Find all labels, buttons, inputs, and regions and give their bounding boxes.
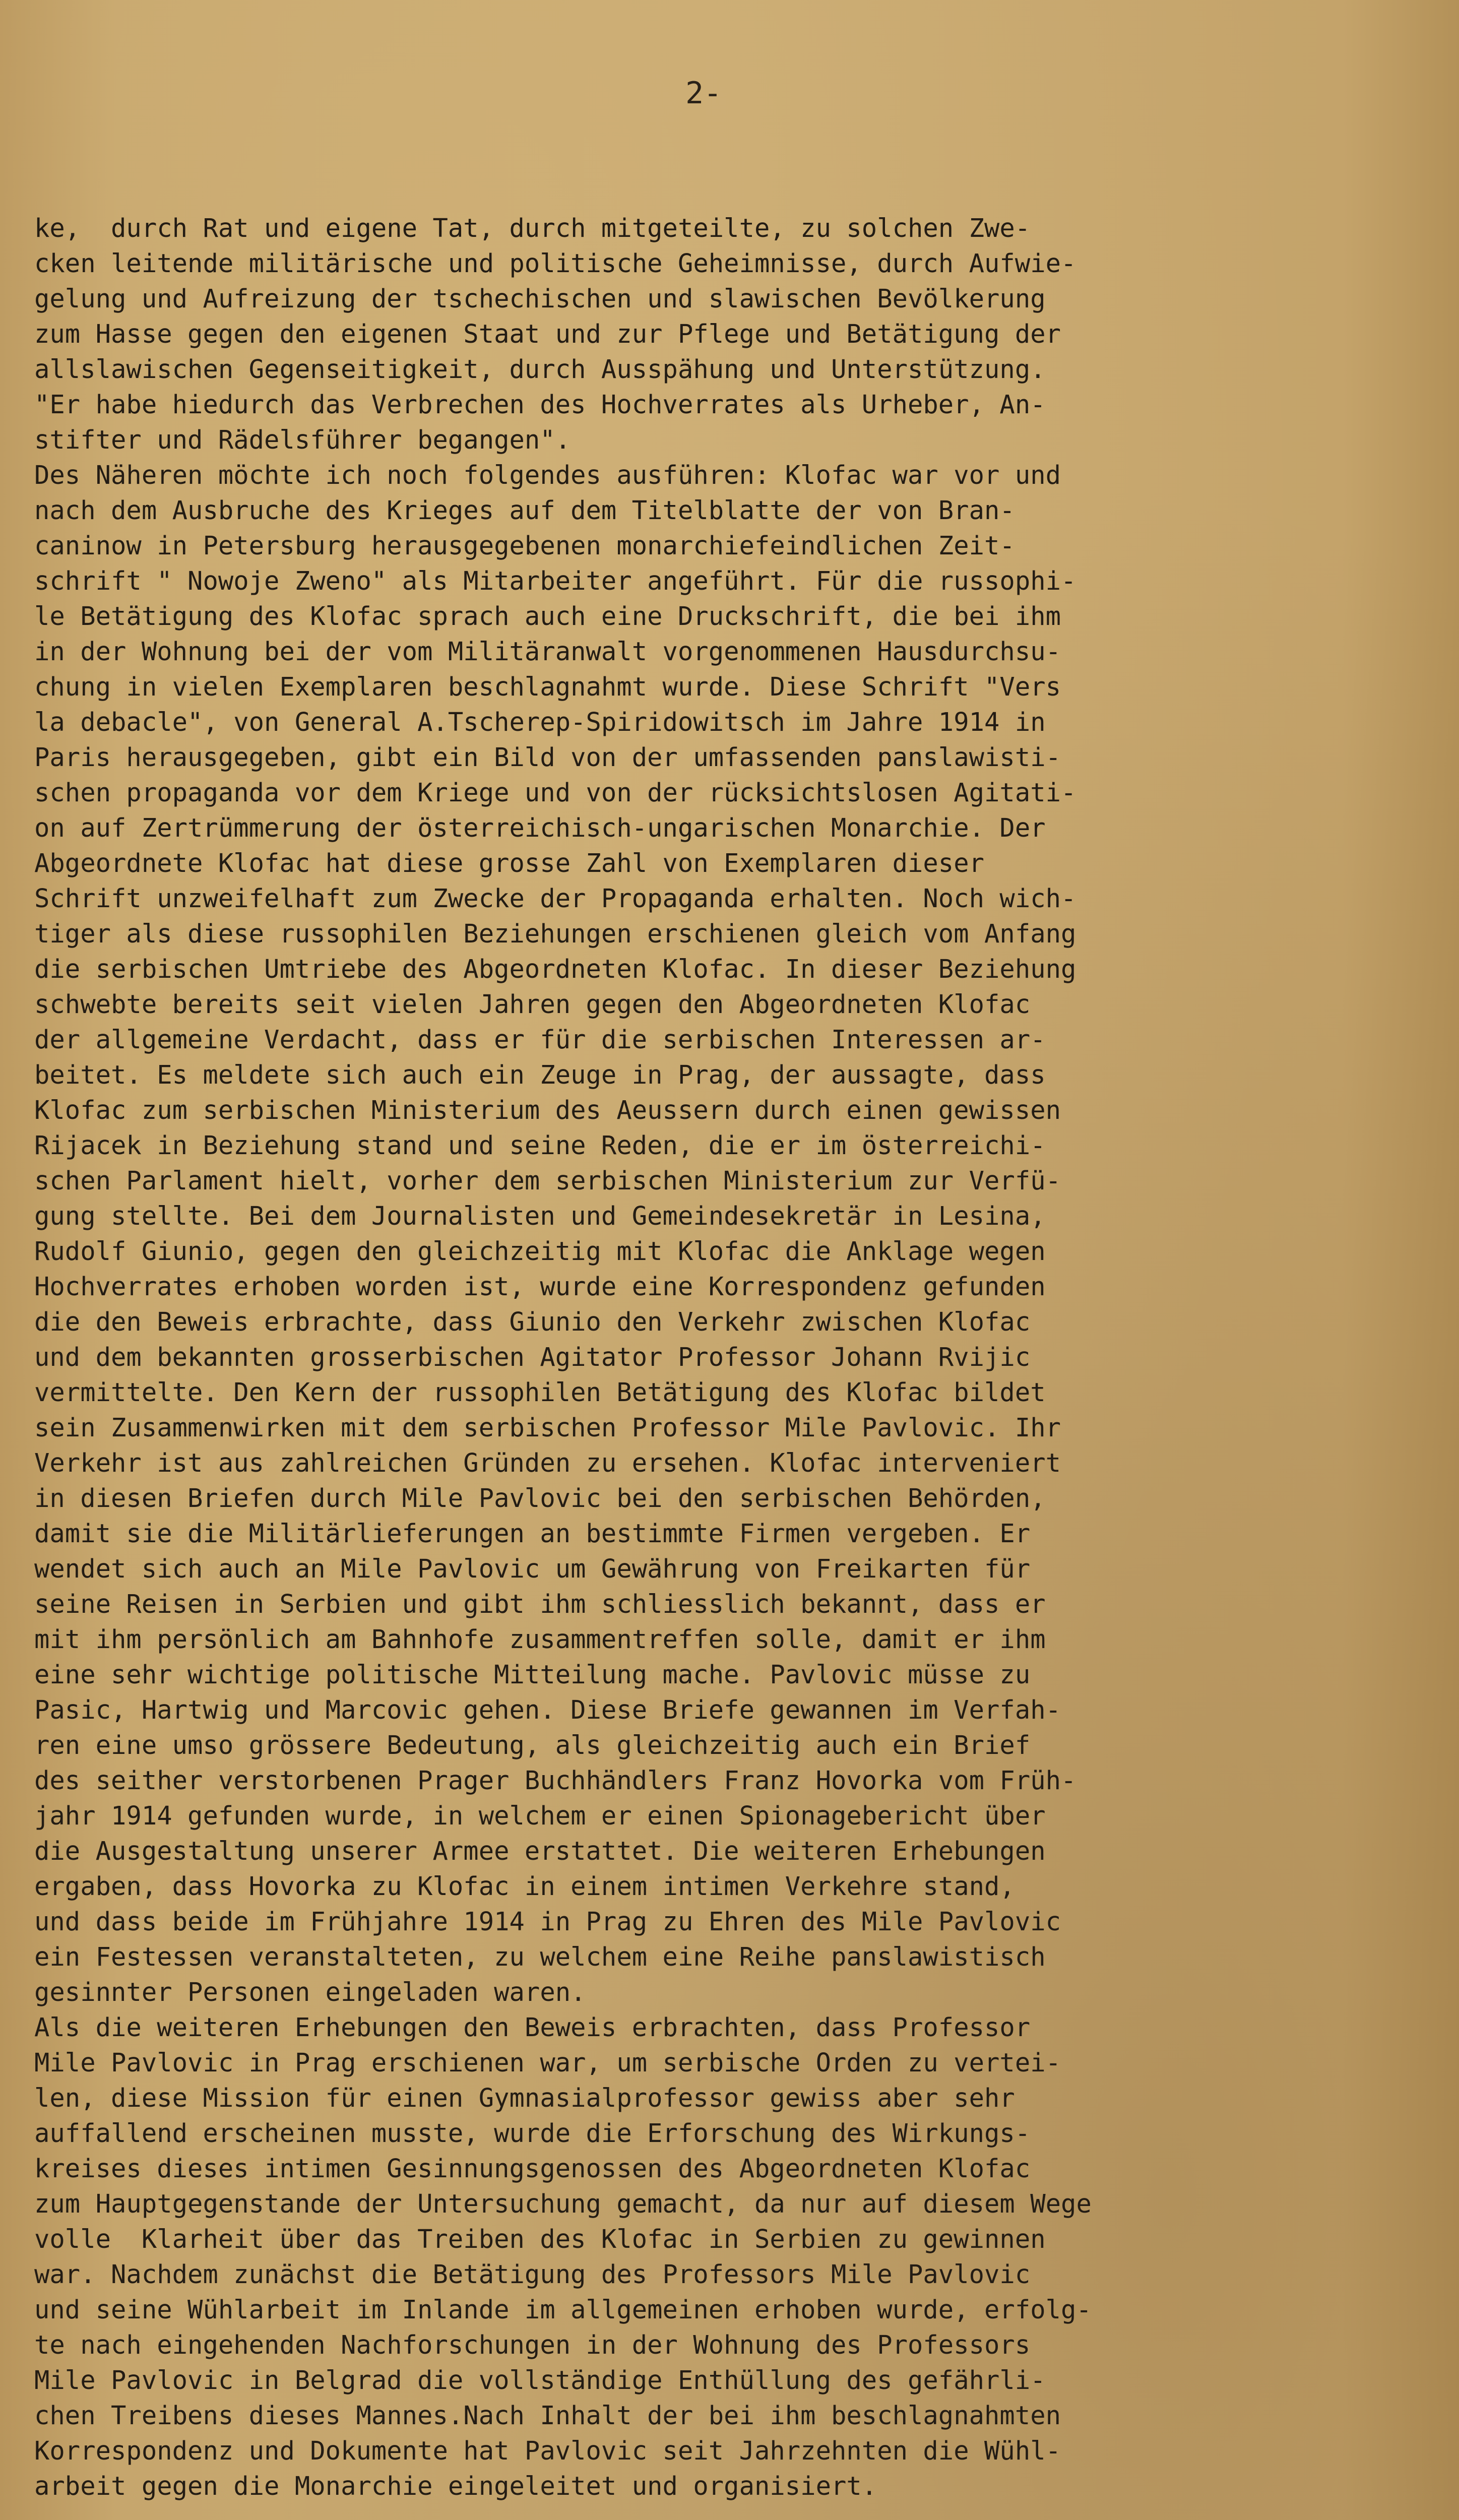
text-line: le Betätigung des Klofac sprach auch eine Druckschrift, die bei ihm [34,601,1061,631]
text-line: jahr 1914 gefunden wurde, in welchem er einen Spionagebericht über [34,1801,1046,1831]
text-line: "Er habe hiedurch das Verbrechen des Hochverrates als Urheber, An- [34,390,1046,419]
text-line: und seine Wühlarbeit im Inlande im allgemeinen erhoben wurde, erfolg- [34,2295,1092,2324]
text-line: ke, durch Rat und eigene Tat, durch mitgeteilte, zu solchen Zwe- [34,213,1031,243]
text-line: schen propaganda vor dem Kriege und von der rücksichtslosen Agitati- [34,778,1076,807]
text-line: len, diese Mission für einen Gymnasialprofessor gewiss aber sehr [34,2083,1015,2113]
text-line: die Ausgestaltung unserer Armee erstattet. Die weiteren Erhebungen [34,1836,1046,1866]
text-line: zum Hasse gegen den eigenen Staat und zur Pflege und Betätigung der [34,319,1061,349]
text-line: seine Reisen in Serbien und gibt ihm schliesslich bekannt, dass er [34,1589,1046,1619]
text-line: tiger als diese russophilen Beziehungen erschienen gleich vom Anfang [34,919,1076,949]
text-line: schen Parlament hielt, vorher dem serbischen Ministerium zur Verfü- [34,1166,1061,1195]
text-line: Korrespondenz und Dokumente hat Pavlovic seit Jahrzehnten die Wühl- [34,2436,1061,2466]
text-line: die serbischen Umtriebe des Abgeordneten Klofac. In dieser Beziehung [34,954,1076,984]
text-line: damit sie die Militärlieferungen an bestimmte Firmen vergeben. Er [34,1519,1031,1548]
text-line: arbeit gegen die Monarchie eingeleitet und organisiert. [34,2471,877,2501]
text-line: schrift " Nowoje Zweno" als Mitarbeiter angeführt. Für die russophi- [34,566,1076,596]
text-line: gung stellte. Bei dem Journalisten und Gemeindesekretär in Lesina, [34,1201,1046,1231]
text-line: Schrift unzweifelhaft zum Zwecke der Propaganda erhalten. Noch wich- [34,884,1076,913]
text-line: Rudolf Giunio, gegen den gleichzeitig mit Klofac die Anklage wegen [34,1236,1046,1266]
page-number: 2- [685,76,722,111]
text-line: caninow in Petersburg herausgegebenen monarchiefeindlichen Zeit- [34,531,1015,560]
text-line: Rijacek in Beziehung stand und seine Reden, die er im österreichi- [34,1130,1046,1160]
text-line: Mile Pavlovic in Prag erschienen war, um serbische Orden zu vertei- [34,2048,1061,2077]
text-line: Paris herausgegeben, gibt ein Bild von der umfassenden panslawisti- [34,742,1061,772]
text-line: der allgemeine Verdacht, dass er für die serbischen Interessen ar- [34,1025,1046,1054]
text-line: nach dem Ausbruche des Krieges auf dem Titelblatte der von Bran- [34,495,1015,525]
text-line: Pasic, Hartwig und Marcovic gehen. Diese Briefe gewannen im Verfah- [34,1695,1061,1725]
text-line: schwebte bereits seit vielen Jahren gegen den Abgeordneten Klofac [34,989,1031,1019]
text-line: mit ihm persönlich am Bahnhofe zusammentreffen solle, damit er ihm [34,1624,1046,1654]
text-line: gelung und Aufreizung der tschechischen und slawischen Bevölkerung [34,284,1046,313]
text-line: Hochverrates erhoben worden ist, wurde eine Korrespondenz gefunden [34,1272,1046,1301]
text-line: Mile Pavlovic in Belgrad die vollständige Enthüllung des gefährli- [34,2365,1046,2395]
text-line: Abgeordnete Klofac hat diese grosse Zahl von Exemplaren dieser [34,848,985,878]
text-line: auffallend erscheinen musste, wurde die Erforschung des Wirkungs- [34,2118,1031,2148]
text-line: on auf Zertrümmerung der österreichisch-ungarischen Monarchie. Der [34,813,1046,843]
text-line: war. Nachdem zunächst die Betätigung des Professors Mile Pavlovic [34,2259,1031,2289]
text-line: volle Klarheit über das Treiben des Klofac in Serbien zu gewinnen [34,2224,1046,2254]
text-line: die den Beweis erbrachte, dass Giunio den Verkehr zwischen Klofac [34,1307,1031,1337]
text-line: wendet sich auch an Mile Pavlovic um Gewährung von Freikarten für [34,1554,1031,1584]
text-line: Klofac zum serbischen Ministerium des Aeussern durch einen gewissen [34,1095,1061,1125]
text-line: zum Hauptgegenstande der Untersuchung gemacht, da nur auf diesem Wege [34,2189,1092,2219]
text-line: vermittelte. Den Kern der russophilen Betätigung des Klofac bildet [34,1377,1046,1407]
text-line: und dass beide im Frühjahre 1914 in Prag zu Ehren des Mile Pavlovic [34,1907,1061,1936]
text-line: des seither verstorbenen Prager Buchhändlers Franz Hovorka vom Früh- [34,1766,1076,1795]
text-line: Des Näheren möchte ich noch folgendes ausführen: Klofac war vor und [34,460,1061,490]
text-line: und dem bekannten grosserbischen Agitator Professor Johann Rvijic [34,1342,1031,1372]
text-line: in der Wohnung bei der vom Militäranwalt vorgenommenen Hausdurchsu- [34,637,1061,666]
body-text [34,211,1405,2504]
text-line: sein Zusammenwirken mit dem serbischen Professor Mile Pavlovic. Ihr [34,1413,1061,1442]
text-line: la debacle", von General A.Tscherep-Spiridowitsch im Jahre 1914 in [34,707,1046,737]
text-line: kreises dieses intimen Gesinnungsgenossen des Abgeordneten Klofac [34,2154,1031,2183]
text-line: cken leitende militärische und politische Geheimnisse, durch Aufwie- [34,248,1076,278]
text-line: te nach eingehenden Nachforschungen in der Wohnung des Professors [34,2330,1031,2360]
text-line: ren eine umso grössere Bedeutung, als gleichzeitig auch ein Brief [34,1730,1031,1760]
text-line: Verkehr ist aus zahlreichen Gründen zu ersehen. Klofac interveniert [34,1448,1061,1478]
text-line: stifter und Rädelsführer begangen". [34,425,571,455]
text-line: chen Treibens dieses Mannes.Nach Inhalt der bei ihm beschlagnahmten [34,2401,1061,2430]
text-line: ein Festessen veranstalteten, zu welchem eine Reihe panslawistisch [34,1942,1046,1972]
text-line: chung in vielen Exemplaren beschlagnahmt wurde. Diese Schrift "Vers [34,672,1061,702]
text-line: in diesen Briefen durch Mile Pavlovic bei den serbischen Behörden, [34,1483,1046,1513]
text-line: beitet. Es meldete sich auch ein Zeuge in Prag, der aussagte, dass [34,1060,1046,1090]
text-line: ergaben, dass Hovorka zu Klofac in einem intimen Verkehre stand, [34,1871,1015,1901]
text-line: eine sehr wichtige politische Mitteilung mache. Pavlovic müsse zu [34,1660,1031,1689]
text-line: allslawischen Gegenseitigkeit, durch Ausspähung und Unterstützung. [34,354,1046,384]
text-line: gesinnter Personen eingeladen waren. [34,1977,586,2007]
text-line: Als die weiteren Erhebungen den Beweis erbrachten, dass Professor [34,2012,1031,2042]
